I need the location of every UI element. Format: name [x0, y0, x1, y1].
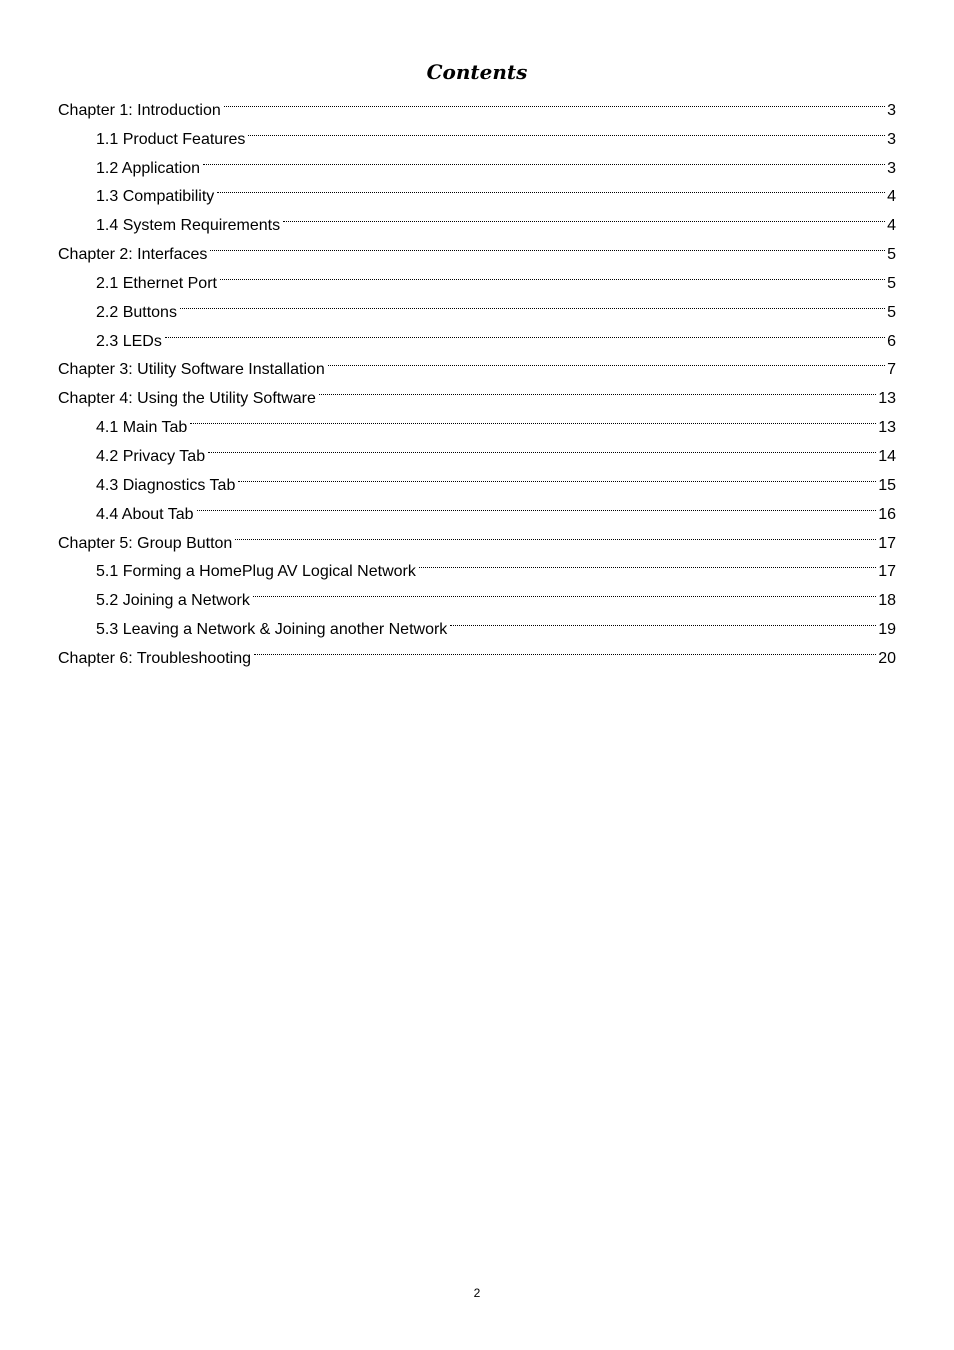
toc-entry-page-number: 16 [878, 505, 896, 523]
toc-dot-leader [248, 115, 885, 144]
toc-entry-label: Chapter 1: Introduction [58, 101, 221, 119]
toc-dot-leader [180, 288, 885, 317]
toc-dot-leader [203, 144, 885, 173]
toc-dot-leader [283, 201, 885, 230]
toc-entry-page-number: 18 [878, 592, 896, 610]
toc-entry-page-number: 13 [878, 419, 896, 437]
toc-entry-label: 2.3 LEDs [96, 332, 162, 350]
toc-entry-page-number: 13 [878, 390, 896, 408]
toc-entry-label: 2.2 Buttons [96, 303, 177, 321]
toc-entry-page-number: 4 [887, 217, 896, 235]
toc-entry-label: 1.1 Product Features [96, 130, 246, 148]
toc-entry-label: 4.2 Privacy Tab [96, 447, 206, 465]
toc-dot-leader [165, 317, 885, 346]
toc-dot-leader [190, 403, 876, 432]
toc-entry-label: Chapter 5: Group Button [58, 534, 233, 552]
toc-dot-leader [419, 548, 876, 577]
toc-dot-leader [197, 490, 877, 519]
toc-dot-leader [210, 230, 885, 259]
toc-entry-label: 5.3 Leaving a Network & Joining another Network [96, 621, 448, 639]
toc-dot-leader [224, 86, 885, 115]
toc-entry-label: 4.3 Diagnostics Tab [96, 476, 236, 494]
toc-entry-label: Chapter 6: Troubleshooting [58, 649, 252, 667]
toc-entry-page-number: 3 [887, 130, 896, 148]
toc-entry-page-number: 5 [887, 246, 896, 264]
toc-entry-label: 1.3 Compatibility [96, 188, 215, 206]
toc-entry-page-number: 6 [887, 332, 896, 350]
toc-entry-page-number: 3 [887, 159, 896, 177]
toc-dot-leader [235, 519, 876, 548]
toc-entry-page-number: 5 [887, 274, 896, 292]
toc-dot-leader [238, 461, 876, 490]
toc-entry-label: 5.2 Joining a Network [96, 592, 250, 610]
toc-entry-page-number: 3 [887, 101, 896, 119]
toc-dot-leader [253, 576, 876, 605]
toc-entry-label: Chapter 2: Interfaces [58, 246, 208, 264]
toc-dot-leader [217, 173, 885, 202]
toc-entry-label: Chapter 3: Utility Software Installation [58, 361, 325, 379]
toc-chapter-entry[interactable] [58, 86, 896, 119]
toc-entry-label: 1.4 System Requirements [96, 217, 281, 235]
toc-entry-page-number: 17 [878, 563, 896, 581]
toc-entry-label: 2.1 Ethernet Port [96, 274, 217, 292]
page-number: 2 [473, 1286, 481, 1300]
toc-entry-page-number: 17 [878, 534, 896, 552]
toc-dot-leader [450, 605, 876, 634]
toc-entry-page-number: 19 [878, 621, 896, 639]
toc-entry-label: Chapter 4: Using the Utility Software [58, 390, 316, 408]
toc-section-entry[interactable] [58, 288, 896, 321]
toc-entry-label: 5.1 Forming a HomePlug AV Logical Network [96, 563, 416, 581]
toc-entry-label: 4.1 Main Tab [96, 419, 188, 437]
toc-entry-page-number: 4 [887, 188, 896, 206]
toc-section-entry[interactable] [58, 317, 896, 350]
toc-dot-leader [328, 346, 885, 375]
toc-chapter-entry[interactable] [58, 346, 896, 379]
toc-entry-label: 4.4 About Tab [96, 505, 194, 523]
page-title: Contents [426, 60, 528, 84]
table-of-contents [58, 86, 896, 667]
toc-entry-page-number: 7 [887, 361, 896, 379]
toc-dot-leader [254, 634, 876, 663]
toc-entry-page-number: 15 [878, 476, 896, 494]
toc-entry-page-number: 5 [887, 303, 896, 321]
toc-dot-leader [208, 432, 876, 461]
toc-dot-leader [319, 374, 876, 403]
toc-entry-page-number: 20 [878, 649, 896, 667]
toc-entry-label: 1.2 Application [96, 159, 201, 177]
toc-entry-page-number: 14 [878, 447, 896, 465]
toc-dot-leader [220, 259, 885, 288]
